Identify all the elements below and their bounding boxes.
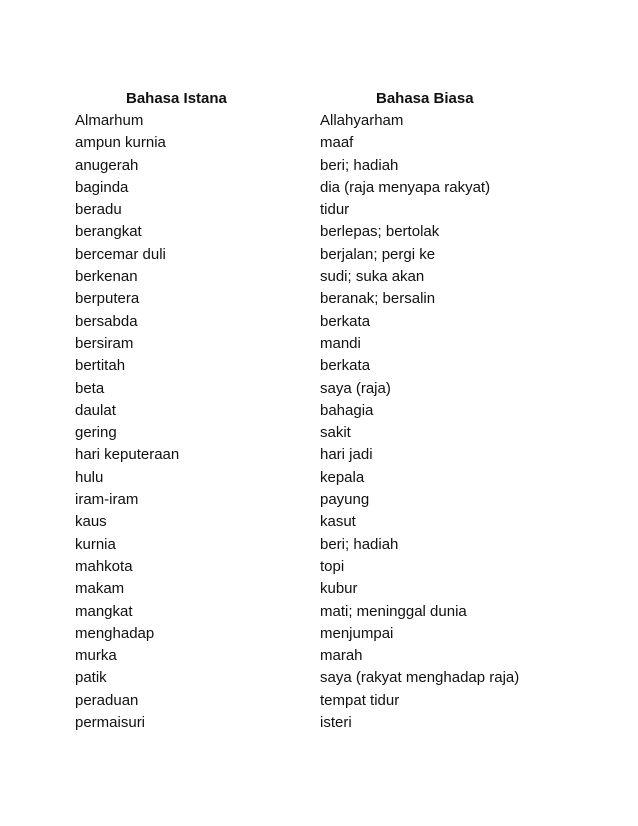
istana-term: daulat [75,401,116,419]
biasa-term: payung [320,491,370,509]
istana-term: patik [75,669,107,687]
biasa-term: berlepas; bertolak [320,223,440,241]
istana-term: mangkat [75,602,133,620]
istana-term: berkenan [75,268,138,286]
table-row [0,288,638,310]
biasa-term: mandi [320,334,361,352]
biasa-term: tidur [320,201,350,219]
table-row [0,690,638,712]
istana-term: hari keputeraan [75,446,180,464]
table-row [0,534,638,556]
istana-term: kaus [75,513,107,531]
biasa-term: berkata [320,312,371,330]
istana-term: beradu [75,201,122,219]
table-row [0,177,638,199]
biasa-term: Allahyarham [320,112,404,129]
table-row [0,221,638,243]
table-row [0,511,638,533]
table-row [0,333,638,355]
table-row [0,556,638,578]
biasa-term: isteri [320,714,352,732]
biasa-term: kubur [320,580,358,598]
biasa-term: berjalan; pergi ke [320,245,436,263]
table-row [0,467,638,489]
header-bahasa-biasa: Bahasa Biasa [376,90,474,107]
istana-term: iram-iram [75,491,139,509]
table-row [0,422,638,444]
istana-term: beta [75,379,105,397]
table-row [0,311,638,333]
istana-term: menghadap [75,624,155,642]
biasa-term: sudi; suka akan [320,268,425,286]
istana-term: berangkat [75,223,142,241]
table-row [0,601,638,623]
table-row [0,110,638,132]
istana-term: berputera [75,290,140,308]
istana-term: kurnia [75,535,116,553]
biasa-term: sakit [320,424,351,442]
table-row [0,578,638,600]
table-row [0,667,638,689]
biasa-term: kepala [320,468,365,486]
biasa-term: saya (rakyat menghadap raja) [320,669,520,687]
biasa-term: dia (raja menyapa rakyat) [320,178,491,196]
table-row [0,623,638,645]
biasa-term: kasut [320,513,356,531]
istana-term: mahkota [75,557,133,575]
istana-term: bertitah [75,357,126,375]
table-row [0,645,638,667]
biasa-term: beranak; bersalin [320,290,436,308]
biasa-term: tempat tidur [320,691,400,709]
header-bahasa-istana: Bahasa Istana [126,90,227,107]
istana-term: baginda [75,178,129,196]
istana-term: anugerah [75,156,139,174]
table-header [0,88,638,110]
biasa-term: saya (raja) [320,379,391,397]
vocabulary-table [0,110,638,734]
biasa-term: beri; hadiah [320,156,399,174]
biasa-term: berkata [320,357,371,375]
biasa-term: menjumpai [320,624,394,642]
biasa-term: hari jadi [320,446,373,464]
table-row [0,400,638,422]
biasa-term: bahagia [320,401,374,419]
biasa-term: topi [320,557,345,575]
istana-term: permaisuri [75,714,146,732]
table-row [0,155,638,177]
biasa-term: maaf [320,134,354,152]
table-row [0,489,638,511]
table-row [0,199,638,221]
istana-term: bersiram [75,334,134,352]
table-row [0,132,638,154]
istana-term: murka [75,647,117,665]
istana-term: hulu [75,468,104,486]
istana-term: bercemar duli [75,245,166,263]
istana-term: makam [75,580,125,598]
table-row [0,355,638,377]
istana-term: Almarhum [75,112,144,129]
table-row [0,266,638,288]
istana-term: bersabda [75,312,138,330]
istana-term: peraduan [75,691,139,709]
table-row [0,244,638,266]
istana-term: gering [75,424,117,442]
biasa-term: marah [320,647,363,665]
table-row [0,444,638,466]
table-row [0,712,638,734]
istana-term: ampun kurnia [75,134,166,152]
biasa-term: beri; hadiah [320,535,399,553]
biasa-term: mati; meninggal dunia [320,602,467,620]
table-row [0,378,638,400]
